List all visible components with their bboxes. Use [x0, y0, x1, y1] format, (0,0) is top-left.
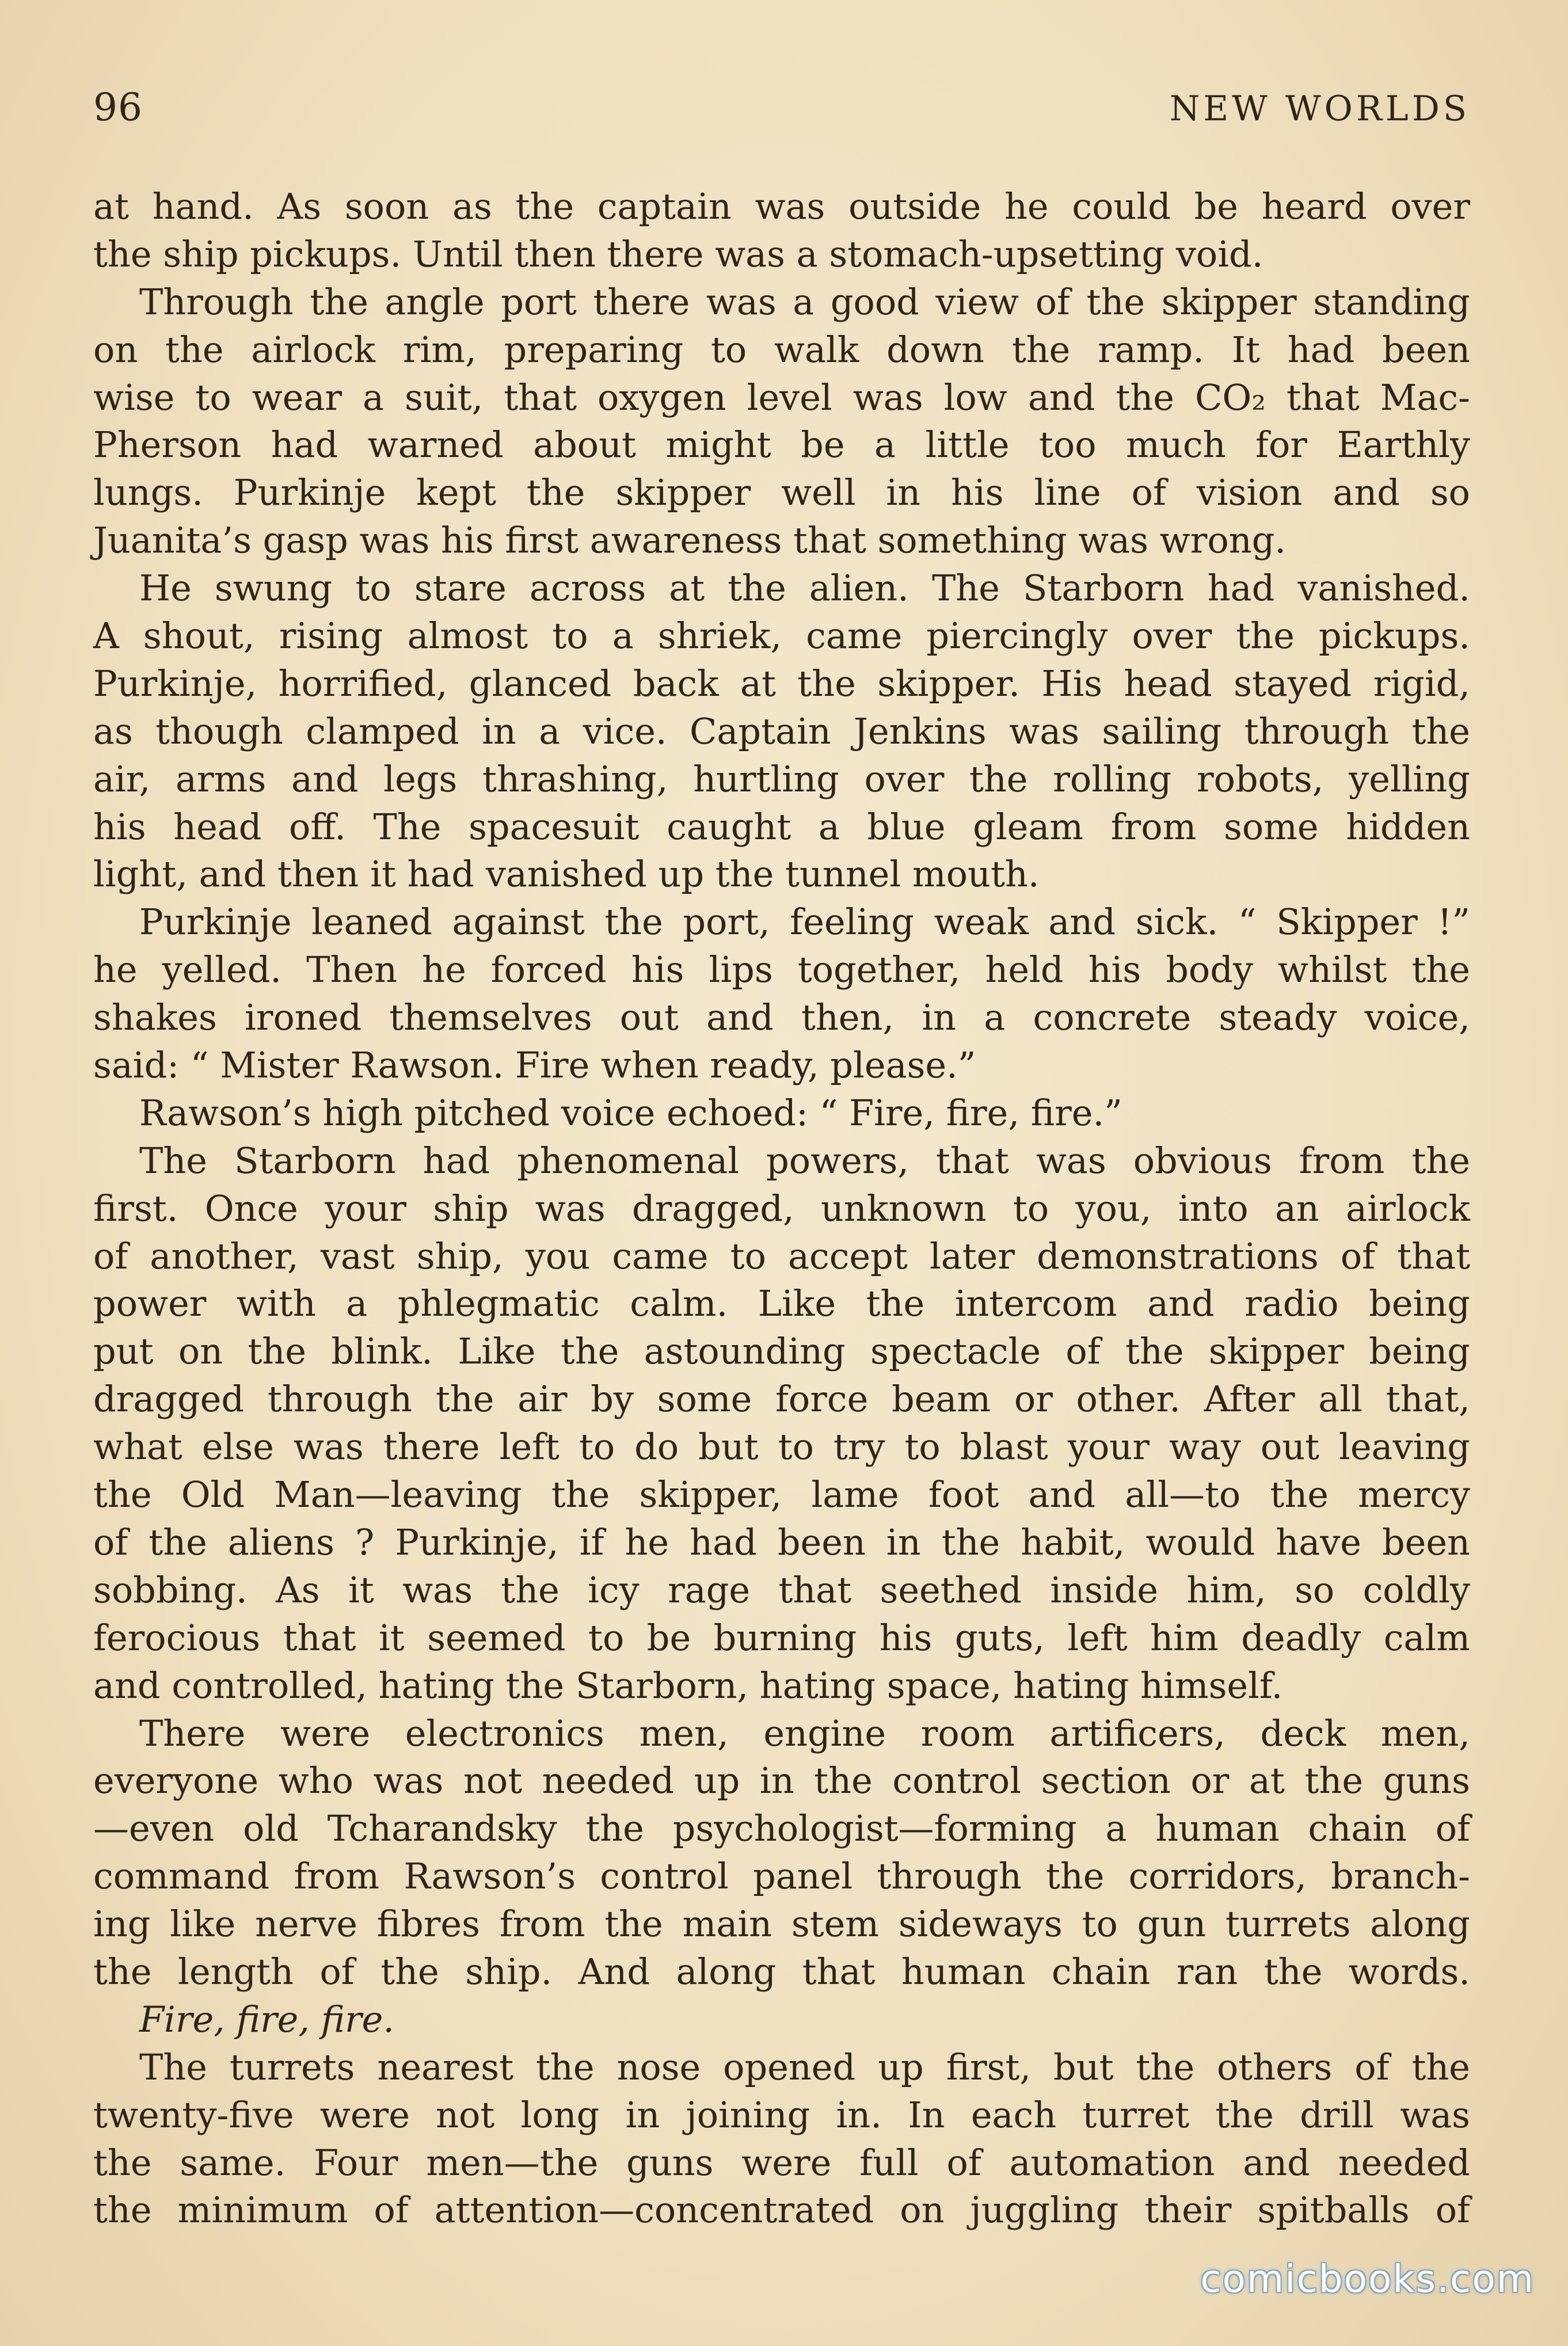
- text-line: —even old Tcharandsky the psychologist—forming a human chain of: [93, 1807, 1470, 1850]
- text-line: everyone who was not needed up in the control section or at the guns: [93, 1760, 1470, 1802]
- text-line: the same. Four men—the guns were full of automation and needed: [93, 2141, 1470, 2184]
- text-line: the Old Man—leaving the skipper, lame foot and all—to the mercy: [93, 1473, 1470, 1516]
- text-line: sobbing. As it was the icy rage that seethed inside him, so coldly: [93, 1568, 1470, 1611]
- running-head: NEW WORLDS: [1169, 89, 1470, 129]
- text-line: Fire, fire, fire.: [139, 1998, 395, 2040]
- text-line: the length of the ship. And along that human chain ran the words.: [93, 1950, 1470, 1993]
- text-line: his head off. The spacesuit caught a blue gleam from some hidden: [93, 805, 1470, 848]
- text-line: There were electronics men, engine room artificers, deck men,: [139, 1712, 1470, 1754]
- text-line: wise to wear a suit, that oxygen level was low and the CO₂ that Mac-: [93, 376, 1470, 418]
- text-line: ing like nerve fibres from the main stem sideways to gun turrets along: [93, 1903, 1470, 1945]
- page-number: 96: [93, 85, 143, 130]
- watermark: comicbooks.com: [1200, 2257, 1535, 2301]
- text-line: of another, vast ship, you came to accept later demonstrations of that: [93, 1235, 1470, 1277]
- text-line: Juanita’s gasp was his first awareness that something was wrong.: [93, 519, 1287, 562]
- text-line: the minimum of attention—concentrated on juggling their spitballs of: [93, 2189, 1470, 2231]
- text-line: said: “ Mister Rawson. Fire when ready, please.”: [93, 1044, 976, 1087]
- text-line: lungs. Purkinje kept the skipper well in his line of vision and so: [93, 471, 1470, 514]
- text-line: the ship pickups. Until then there was a stomach-upsetting void.: [93, 233, 1263, 275]
- text-line: light, and then it had vanished up the tunnel mouth.: [93, 853, 1040, 896]
- text-line: what else was there left to do but to try to blast your way out leaving: [93, 1426, 1470, 1468]
- text-line: and controlled, hating the Starborn, hating space, hating himself.: [93, 1664, 1283, 1707]
- text-line: first. Once your ship was dragged, unknown to you, into an airlock: [93, 1187, 1470, 1229]
- text-line: power with a phlegmatic calm. Like the intercom and radio being: [93, 1282, 1470, 1325]
- text-line: air, arms and legs thrashing, hurtling over the rolling robots, yelling: [93, 757, 1470, 800]
- text-line: The turrets nearest the nose opened up first, but the others of the: [139, 2046, 1470, 2088]
- text-line: Purkinje leaned against the port, feeling weak and sick. “ Skipper !”: [139, 901, 1470, 943]
- body-text: [93, 183, 1470, 2234]
- text-line: ferocious that it seemed to be burning his guts, left him deadly calm: [93, 1616, 1470, 1659]
- text-line: He swung to stare across at the alien. The Starborn had vanished.: [139, 567, 1470, 610]
- text-line: at hand. As soon as the captain was outside he could be heard over: [93, 185, 1470, 227]
- text-line: of the aliens ? Purkinje, if he had been in the habit, would have been: [93, 1521, 1470, 1563]
- text-line: twenty-five were not long in joining in. In each turret the drill was: [93, 2093, 1470, 2136]
- text-line: A shout, rising almost to a shriek, came piercingly over the pickups.: [93, 615, 1470, 657]
- text-line: Rawson’s high pitched voice echoed: “ Fire, fire, fire.”: [139, 1091, 1122, 1134]
- text-line: on the airlock rim, preparing to walk down the ramp. It had been: [93, 328, 1470, 371]
- text-line: he yelled. Then he forced his lips together, held his body whilst the: [93, 949, 1470, 991]
- text-line: The Starborn had phenomenal powers, that was obvious from the: [139, 1139, 1470, 1182]
- text-line: command from Rawson’s control panel through the corridors, branch-: [93, 1855, 1470, 1898]
- text-line: Pherson had warned about might be a little too much for Earthly: [93, 424, 1470, 466]
- text-line: shakes ironed themselves out and then, in a concrete steady voice,: [93, 996, 1470, 1039]
- text-line: dragged through the air by some force beam or other. After all that,: [93, 1378, 1470, 1420]
- text-line: Purkinje, horrified, glanced back at the skipper. His head stayed rigid,: [93, 662, 1470, 704]
- page-header: [93, 81, 1470, 144]
- text-line: Through the angle port there was a good view of the skipper standing: [139, 280, 1470, 323]
- text-line: as though clamped in a vice. Captain Jenkins was sailing through the: [93, 710, 1470, 752]
- text-line: put on the blink. Like the astounding spectacle of the skipper being: [93, 1330, 1470, 1373]
